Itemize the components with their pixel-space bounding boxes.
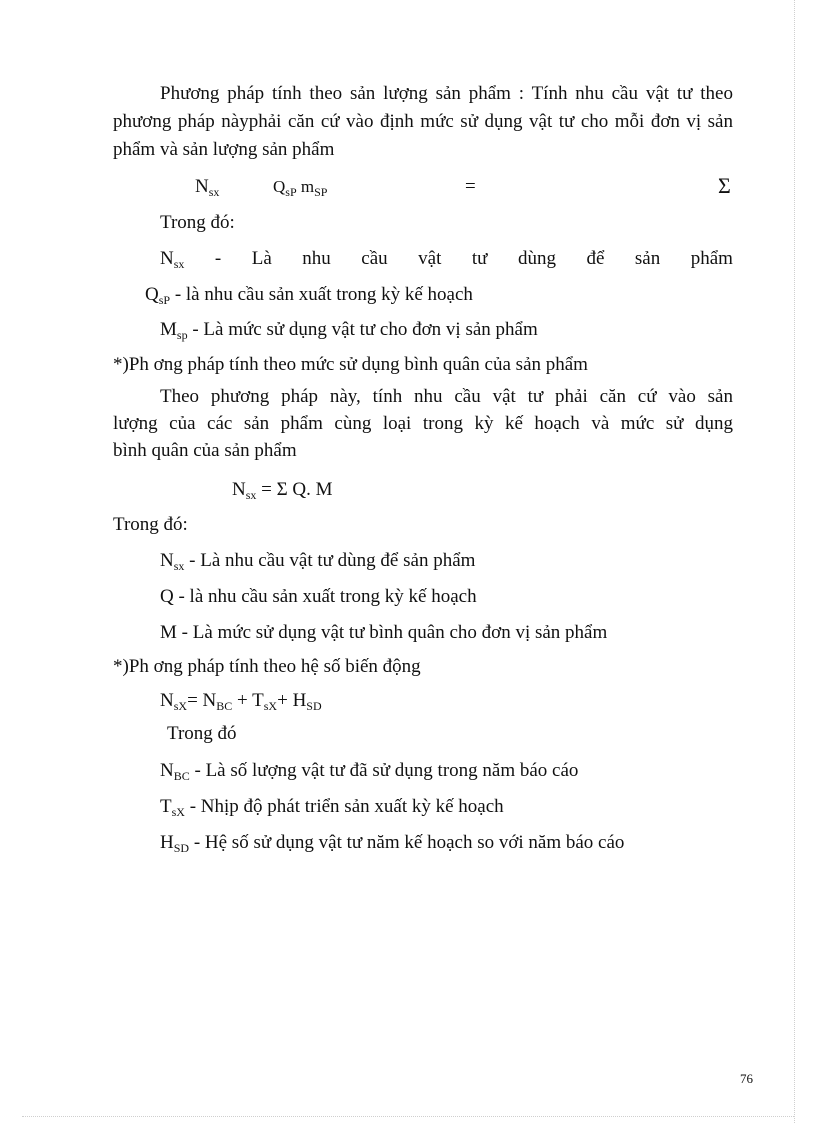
section-heading: *)Ph ơng pháp tính theo hệ số biến động <box>113 656 421 677</box>
definition-msp: $M_{sp}$ - Là mức sử dụng vật tư cho đơn vị sản phẩm <box>160 319 538 342</box>
where-label: Trong đó: <box>113 514 188 535</box>
paragraph-line: Theo phương pháp này, tính nhu cầu vật tư phải căn cứ vào sản <box>160 386 733 407</box>
paragraph-line: lượng của các sản phẩm cùng loại trong kỳ kế hoạch và mức sử dụng <box>113 413 733 434</box>
definition-qsp: $Q_{sP}$ - là nhu cầu sản xuất trong kỳ kế hoạch <box>145 284 473 307</box>
definition-nbc: $N_{BC}$ - Là số lượng vật tư đã sử dụng trong năm báo cáo <box>160 760 579 783</box>
paragraph-line: Phương pháp tính theo sản lượng sản phẩm : Tính nhu cầu vật tư theo <box>160 83 733 104</box>
definition-nsx: $N_{sx}$ - Là nhu cầu vật tư dùng để sản phẩm <box>160 550 476 573</box>
formula-equals: = <box>465 176 476 197</box>
section-heading: *)Ph ơng pháp tính theo mức sử dụng bình quân của sản phẩm <box>113 354 588 375</box>
page-border-bottom <box>22 1116 794 1117</box>
formula-nsx-sum: $N_{sx} = \Sigma$ Q. M <box>232 479 333 502</box>
paragraph-line: phẩm và sản lượng sản phẩm <box>113 139 335 160</box>
definition-nsx: $N_{sx}$ - Là nhu cầu vật tư dùng để sản phẩm <box>160 248 733 271</box>
page-number: 76 <box>740 1071 753 1086</box>
formula-qsp-msp: $Q_{sP}$ $m_{SP}$ <box>273 177 328 199</box>
sigma-symbol: Σ <box>718 173 731 198</box>
definition-hsd: $H_{SD}$ - Hệ số sử dụng vật tư năm kế hoạch so với năm báo cáo <box>160 832 625 855</box>
formula-nsx: $N_{sx}$ <box>195 176 220 199</box>
where-label: Trong đó: <box>160 212 235 233</box>
paragraph-line: phương pháp nàyphải căn cứ vào định mức sử dụng vật tư cho mỗi đơn vị sản <box>113 111 733 132</box>
paragraph-line: bình quân của sản phẩm <box>113 440 297 461</box>
definition-tsx: $T_{sX}$ - Nhịp độ phát triển sản xuất kỳ kế hoạch <box>160 796 504 819</box>
page-border-right <box>794 0 795 1123</box>
where-label: Trong đó <box>167 723 237 744</box>
formula-coefficient: $N_{sX}= N_{BC} + T_{sX}+ H_{SD}$ <box>160 690 322 713</box>
definition-m: M - Là mức sử dụng vật tư bình quân cho đơn vị sản phẩm <box>160 622 608 643</box>
definition-q: Q - là nhu cầu sản xuất trong kỳ kế hoạch <box>160 586 477 607</box>
